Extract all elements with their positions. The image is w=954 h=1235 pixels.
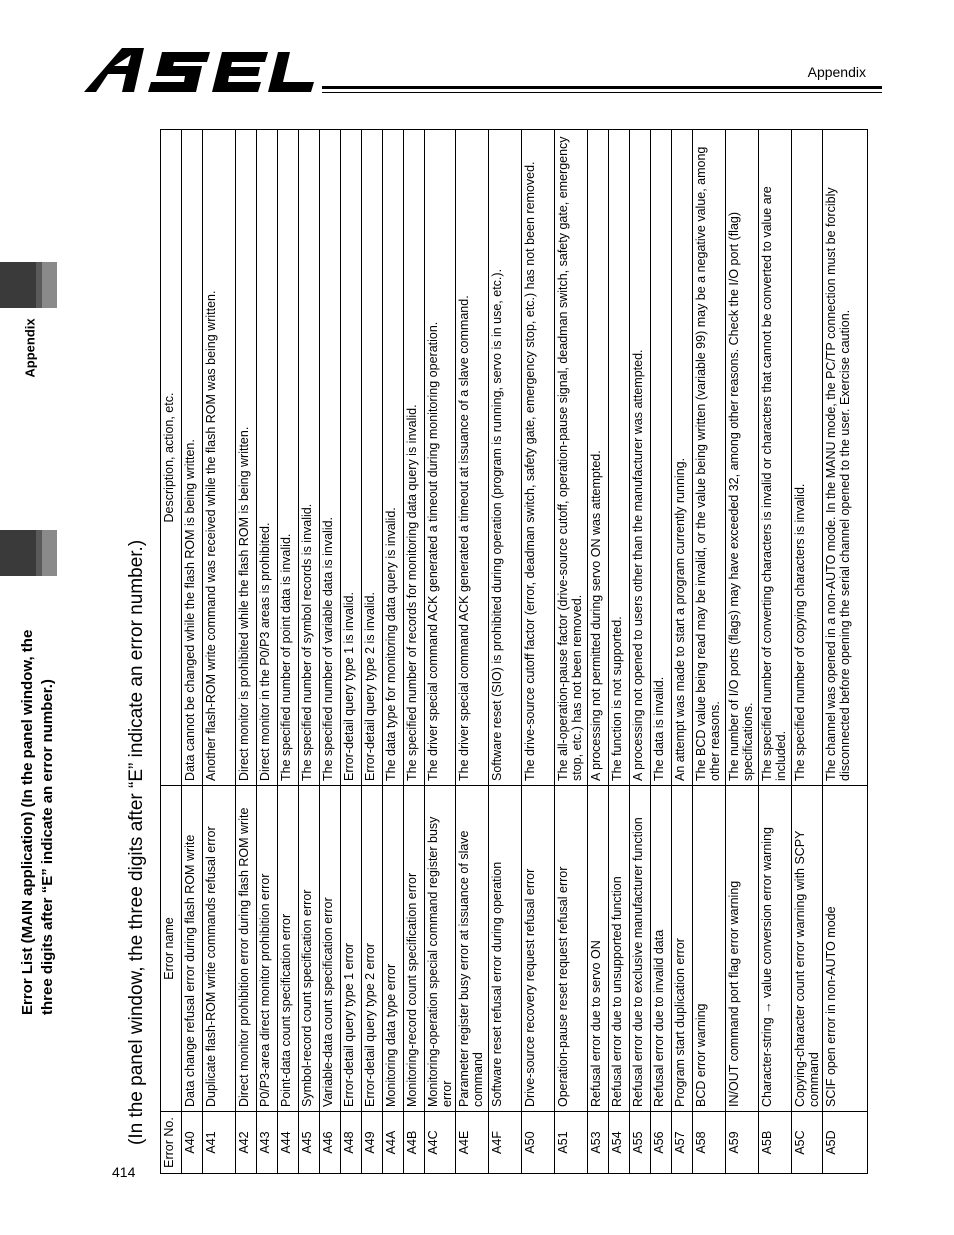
error-name-cell: Direct monitor prohibition error during flash ROM write [236,786,257,1112]
table-row [823,130,868,1174]
header-description: Description, action, etc. [161,130,182,786]
description-cell: Direct monitor in the P0/P3 areas is prohibited. [257,130,278,786]
description-cell: The number of I/O ports (flags) may have exceeded 32, among other reasons. Check the I/O port (flag) specifications. [726,130,759,786]
description-cell: A processing not permitted during servo ON was attempted. [588,130,609,786]
table-row [588,130,609,1174]
error-number-cell: A5D [823,1112,868,1174]
error-name-cell: Error-detail query type 2 error [362,786,383,1112]
chapter-tab-marker [0,262,57,308]
table-row [320,130,341,1174]
error-number-cell: A50 [522,1112,555,1174]
description-cell: The all-operation-pause factor (drive-source cutoff, operation-pause signal, deadman switch, safety gate, emergency stop, etc.) has not been removed. [555,130,588,786]
description-cell: The channel was opened in a non-AUTO mode. In the MANU mode, the PC/TP connection must be forcibly disconnected before opening the serial channel opened to the user. Exercise caution. [823,130,868,786]
page-number: 414 [112,1164,136,1180]
error-name-cell: Refusal error due to servo ON [588,786,609,1112]
description-cell: The driver special command ACK generated a timeout during monitoring operation. [425,130,456,786]
table-row [609,130,630,1174]
error-number-cell: A49 [362,1112,383,1174]
table-row [522,130,555,1174]
error-number-cell: A4B [404,1112,425,1174]
error-name-cell: Monitoring-operation special command register busy error [425,786,456,1112]
header-error-no: Error No. [161,1112,182,1174]
error-number-cell: A54 [609,1112,630,1174]
header-error-name: Error name [161,786,182,1112]
error-name-cell: Drive-source recovery request refusal error [522,786,555,1112]
page-title-line1: Error List (MAIN application) (In the panel window, the [19,629,36,1015]
error-name-cell: Symbol-record count specification error [299,786,320,1112]
error-number-cell: A57 [672,1112,693,1174]
error-name-cell: Duplicate flash-ROM write commands refusal error [203,786,236,1112]
table-row [404,130,425,1174]
error-name-cell: Copying-character count error warning with SCPY command [792,786,823,1112]
table-row [182,130,203,1174]
error-number-cell: A42 [236,1112,257,1174]
error-number-cell: A4E [456,1112,489,1174]
error-name-cell: Data change refusal error during flash ROM write [182,786,203,1112]
error-name-cell: Parameter register busy error at issuance of slave command [456,786,489,1112]
error-number-cell: A5C [792,1112,823,1174]
error-number-cell: A46 [320,1112,341,1174]
description-cell: Data cannot be changed while the flash ROM is being written. [182,130,203,786]
table-row [425,130,456,1174]
error-number-cell: A55 [630,1112,651,1174]
header-rule-thin [322,92,882,93]
table-row [759,130,792,1174]
description-cell: An attempt was made to start a program currently running. [672,130,693,786]
table-row [630,130,651,1174]
table-row [555,130,588,1174]
chapter-tab-marker-2 [0,530,57,576]
table-row [693,130,726,1174]
table-row [651,130,672,1174]
description-cell: The specified number of variable data is invalid. [320,130,341,786]
error-name-cell: IN/OUT command port flag error warning [726,786,759,1112]
table-row [383,130,404,1174]
description-cell: The driver special command ACK generated a timeout at issuance of a slave command. [456,130,489,786]
header-rule [322,86,882,89]
description-cell: The specified number of converting characters is invalid or characters that cannot be converted to value are included. [759,130,792,786]
description-cell: A processing not opened to users other than the manufacturer was attempted. [630,130,651,786]
error-number-cell: A56 [651,1112,672,1174]
error-name-cell: P0/P3-area direct monitor prohibition error [257,786,278,1112]
error-name-cell: Error-detail query type 1 error [341,786,362,1112]
side-section-label: Appendix [22,318,38,378]
table-row [456,130,489,1174]
error-number-cell: A40 [182,1112,203,1174]
table-row [489,130,522,1174]
table-row [257,130,278,1174]
error-name-cell: Character-string → value conversion error warning [759,786,792,1112]
error-number-cell: A51 [555,1112,588,1174]
description-cell: The specified number of copying characters is invalid. [792,130,823,786]
error-list-table [160,129,868,1174]
table-row [299,130,320,1174]
error-number-cell: A53 [588,1112,609,1174]
error-number-cell: A4A [383,1112,404,1174]
error-name-cell: Refusal error due to exclusive manufacturer function [630,786,651,1112]
description-cell: Error-detail query type 1 is invalid. [341,130,362,786]
table-row [726,130,759,1174]
error-number-cell: A58 [693,1112,726,1174]
error-name-cell: SCIF open error in non-AUTO mode [823,786,868,1112]
table-row [341,130,362,1174]
error-name-cell: Refusal error due to invalid data [651,786,672,1112]
error-number-cell: A43 [257,1112,278,1174]
table-row [236,130,257,1174]
table-row [672,130,693,1174]
page-subtitle: (In the panel window, the three digits after “E” indicate an error number.) [126,539,147,1145]
error-number-cell: A59 [726,1112,759,1174]
error-name-cell: Software reset refusal error during operation [489,786,522,1112]
description-cell: The specified number of point data is invalid. [278,130,299,786]
table-row [203,130,236,1174]
error-name-cell: Monitoring-record count specification error [404,786,425,1112]
description-cell: The specified number of symbol records is invalid. [299,130,320,786]
error-number-cell: A45 [299,1112,320,1174]
description-cell: The specified number of records for monitoring data query is invalid. [404,130,425,786]
page-title-line2: three digits after “E” indicate an error number.) [39,679,56,1015]
error-name-cell: BCD error warning [693,786,726,1112]
error-number-cell: A44 [278,1112,299,1174]
description-cell: The drive-source cutoff factor (error, deadman switch, safety gate, emergency stop, etc.) has not been removed. [522,130,555,786]
header-section-label: Appendix [807,64,866,80]
error-name-cell: Variable-data count specification error [320,786,341,1112]
description-cell: Another flash-ROM write command was received while the flash ROM was being written. [203,130,236,786]
error-table-container [160,130,852,1174]
asel-logo [82,42,317,94]
error-name-cell: Monitoring data type error [383,786,404,1112]
description-cell: The function is not supported. [609,130,630,786]
description-cell: The data type for monitoring data query is invalid. [383,130,404,786]
description-cell: The data is invalid. [651,130,672,786]
error-name-cell: Program start duplication error [672,786,693,1112]
error-number-cell: A4F [489,1112,522,1174]
description-cell: Direct monitor is prohibited while the flash ROM is being written. [236,130,257,786]
table-row [362,130,383,1174]
description-cell: Software reset (SIO) is prohibited during operation (program is running, servo is in use, etc.). [489,130,522,786]
description-cell: The BCD value being read may be invalid, or the value being written (variable 99) may be a negative value, among other reasons. [693,130,726,786]
error-number-cell: A48 [341,1112,362,1174]
error-number-cell: A4C [425,1112,456,1174]
error-name-cell: Operation-pause reset request refusal error [555,786,588,1112]
error-name-cell: Refusal error due to unsupported function [609,786,630,1112]
table-row [792,130,823,1174]
description-cell: Error-detail query type 2 is invalid. [362,130,383,786]
error-number-cell: A5B [759,1112,792,1174]
error-name-cell: Point-data count specification error [278,786,299,1112]
table-row [278,130,299,1174]
error-number-cell: A41 [203,1112,236,1174]
